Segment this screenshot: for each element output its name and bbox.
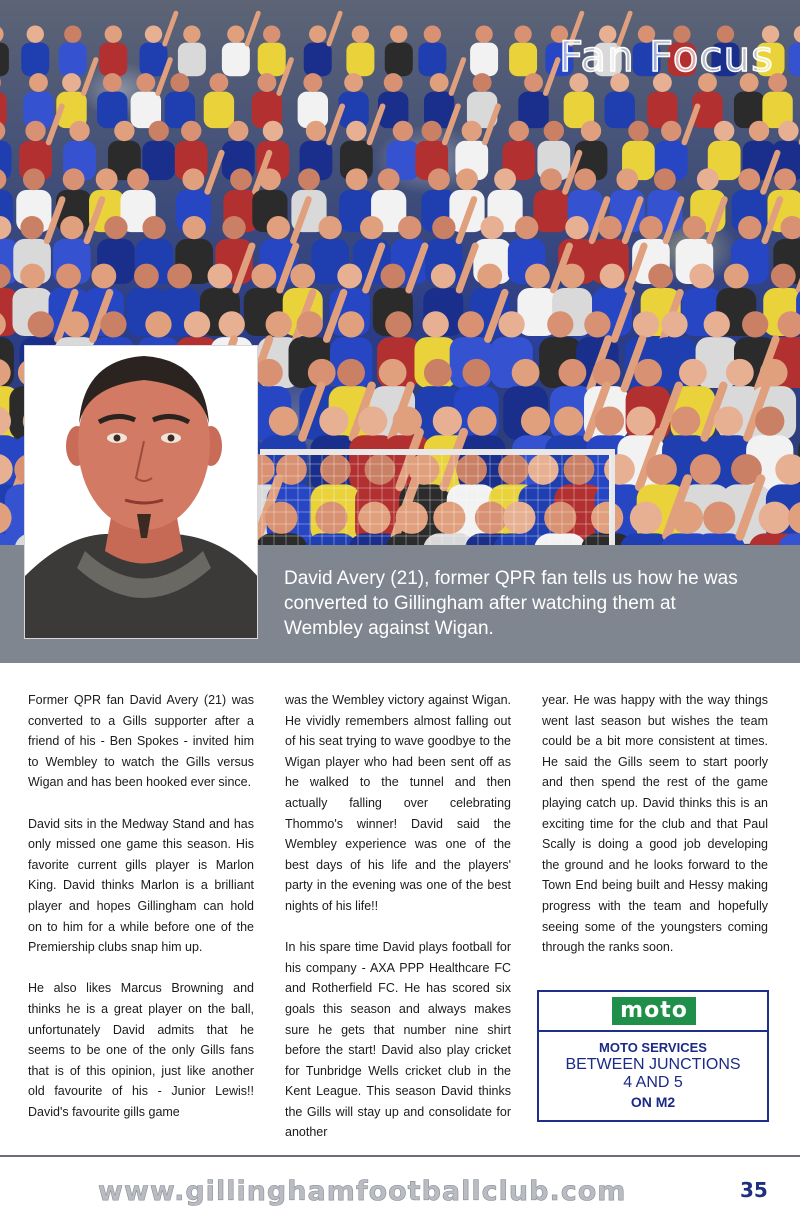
advert-line-services: MOTO SERVICES (599, 1040, 707, 1055)
footer-divider (0, 1155, 800, 1157)
page-number: 35 (740, 1178, 768, 1202)
photo-caption: David Avery (21), former QPR fan tells us how he was converted to Gillingham after watching them at Wembley against Wigan. (284, 568, 738, 639)
advert-line-motorway: ON M2 (630, 1094, 676, 1110)
portrait-photo (24, 345, 258, 639)
article-paragraph: Former QPR fan David Avery (21) was converted to a Gills supporter after a friend of his - Ben Spokes - invited him to Wembley to watch the Gills versus Wigan and has been hooked ever since. (28, 693, 254, 790)
article-paragraph: was the Wembley victory against Wigan. He vividly remembers almost falling out of his seat trying to wave goodbye to the Wigan player who had been sent off as he walked to the tunnel and then actually falling over celebrating Thommo's winner! David said the Wembley experience was one of the best days of his life and the players' party in the evening was one of the best nights of his life!! (285, 693, 511, 913)
article-column-2 (285, 690, 511, 1164)
club-website-url: www.gillinghamfootballclub.com (98, 1176, 627, 1207)
section-title: Fan Focus (559, 32, 774, 81)
moto-advert (537, 990, 769, 1122)
article-paragraph: He also likes Marcus Browning and thinks he is a great player on the ball, unfortunately David admits that he seems to be one of the only Gills fans that is of this opinion, just like another old favourite of his - Junior Lewis!! David's favourite gills game (28, 981, 254, 1119)
article-paragraph: year. He was happy with the way things went last season but wishes the team could be a bit more consistent at times. He said the Gills seem to start poorly and then spend the rest of the game playing catch up. David thinks this is an exciting time for the club and that Paul Scally is doing a good job developing the ground and he looks forward to the Town End being built and Hessy making progress with the team and hopefully seeing some of the youngsters coming through the ranks soon. (542, 693, 768, 955)
article-column-1 (28, 690, 254, 1143)
advert-line-junctions: 4 AND 5 (623, 1074, 683, 1091)
advert-line-between: BETWEEN JUNCTIONS (565, 1056, 741, 1073)
portrait-illustration (25, 346, 258, 639)
advert-logo-bar (539, 992, 767, 1032)
article-column-3 (542, 690, 768, 978)
article-paragraph: In his spare time David plays football for his company - AXA PPP Healthcare FC and Rotherfield FC. He has scored six goals this season and always makes sure he gets that number nine shirt before the start! David also play cricket for Tunbridge Wells cricket club in the Kent League. This season David thinks the Gills will stay up and consolidate for another (285, 940, 511, 1140)
article-paragraph: David sits in the Medway Stand and has only missed one game this season. His favorite current gills player is Marlon King. David thinks Marlon is a brilliant player and hopes Gillingham can hold on to him for a while before one of the Premiership clubs snap him up. (28, 816, 254, 955)
moto-logo: moto (612, 997, 696, 1025)
